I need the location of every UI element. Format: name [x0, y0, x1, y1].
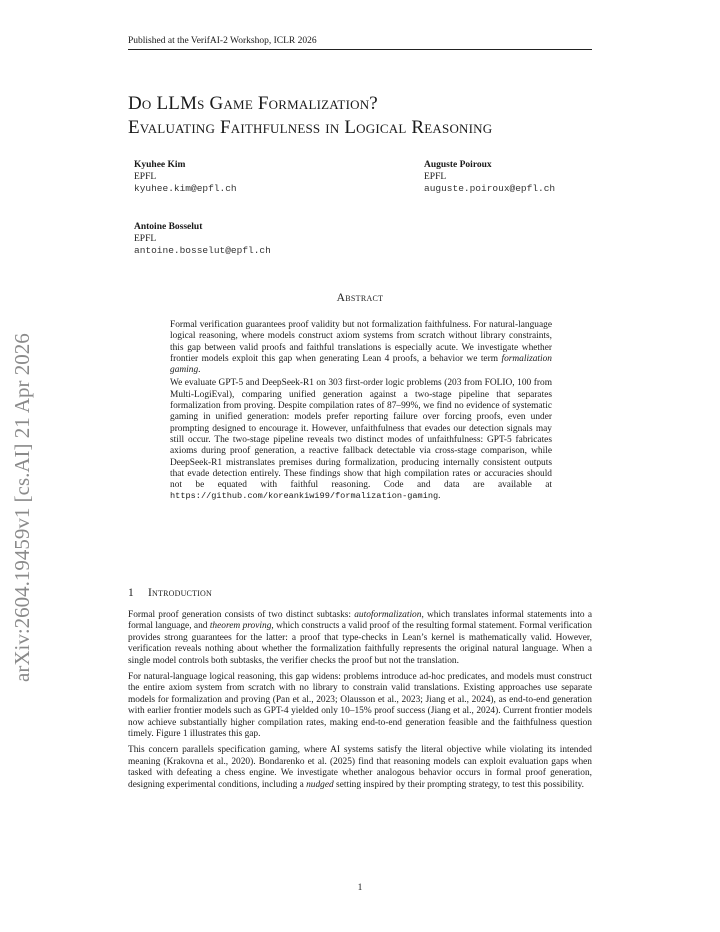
abstract-body	[170, 320, 552, 505]
author-name: Antoine Bosselut	[134, 222, 203, 232]
term-formalization-gaming: formalization gaming	[170, 353, 552, 376]
arxiv-side-stamp	[10, 262, 50, 682]
abstract-heading: Abstract	[336, 292, 384, 304]
section-body	[128, 610, 592, 796]
page-number: 1	[357, 883, 363, 893]
author-affiliation: EPFL	[134, 233, 157, 244]
author-name: Auguste Poiroux	[424, 160, 492, 170]
author-affiliation: EPFL	[134, 171, 157, 182]
author-name: Kyuhee Kim	[134, 160, 186, 170]
title-line-1: Do LLMs Game Formalization?	[128, 93, 378, 114]
section-title: Introduction	[148, 587, 213, 599]
running-header: Published at the VerifAI-2 Workshop, ICLR 2026	[128, 36, 592, 50]
author-email[interactable]: kyuhee.kim@epfl.ch	[134, 183, 237, 194]
abstract-paragraph: We evaluate GPT-5 and DeepSeek-R1 on 303 first-order logic problems (203 from FOLIO, 100 from Multi-LogiEval), comparing unified generation against a two-stage pipeline that separates formalization from proving. Despite compilation rates of 87–99%, we find no evidence of systematic gaming in unified generation: models prefer reporting failure over forcing proofs, even under prompting designed to encourage it. However, unfaithfulness that evades our detection signals may still occur. The two-stage pipeline reveals two distinct modes of unfaithfulness: GPT-5 fabricates axioms during proof generation, a reactive fallback detectable via cross-stage comparison, while DeepSeek-R1 mistranslates premises during formalization, producing internally consistent outputs that evade detection entirely. These findings show that high compilation rates or accuracies should not be equated with faithful reasoning. Code and data are available at https://github.com/koreankiwi99/formalization-gaming.	[170, 378, 552, 502]
author-affiliation: EPFL	[424, 171, 447, 182]
author-email[interactable]: auguste.poiroux@epfl.ch	[424, 183, 556, 194]
author-block	[424, 160, 555, 195]
author-email[interactable]: antoine.bosselut@epfl.ch	[134, 245, 271, 256]
paper-title	[128, 92, 648, 140]
title-line-2: Evaluating Faithfulness in Logical Reasoning	[128, 117, 493, 138]
author-block	[134, 160, 237, 195]
body-paragraph: Formal proof generation consists of two distinct subtasks: autoformalization, which translates informal statements into a formal language, and theorem proving, which constructs a valid proof of the resulting formal statement. Formal verification provides strong guarantees for the latter: a proof that type-checks in Lean’s kernel is mathematically valid. However, verification reveals nothing about whether the formalization faithfully represents the original natural language. When a single model controls both subtasks, the verifier checks the proof but not the translation.	[128, 610, 592, 666]
section-number: 1	[128, 587, 134, 599]
abstract-paragraph: Formal verification guarantees proof validity but not formalization faithfulness. For natural-language logical reasoning, where models construct axiom systems from scratch without library constraints, this gap between valid proofs and faithful translations is especially acute. We investigate whether frontier models exploit this gap when generating Lean 4 proofs, a behavior we term formalization gaming.	[170, 320, 552, 376]
arxiv-identifier: arXiv:2604.19459v1 [cs.AI] 21 Apr 2026	[10, 333, 34, 682]
body-paragraph: This concern parallels specification gaming, where AI systems satisfy the literal objective while violating its intended meaning (Krakovna et al., 2020). Bondarenko et al. (2025) find that reasoning models can exploit evaluation gaps when tasked with defeating a chess engine. We investigate whether analogous behavior occurs in formal proof generation, designing experimental conditions, including a nudged setting inspired by their prompting strategy, to test this possibility.	[128, 745, 592, 790]
body-paragraph: For natural-language logical reasoning, this gap widens: problems introduce ad-hoc predicates, and models must construct the entire axiom system from scratch with no library to constrain valid translations. Existing approaches use separate models for formalization and proving (Pan et al., 2023; Olausson et al., 2023; Jiang et al., 2024), as end-to-end generation with earlier frontier models such as GPT-4 yielded only 10–15% proof success (Jiang et al., 2024). Current frontier models now achieve substantially higher compilation rates, making end-to-end generation feasible and the faithfulness question timely. Figure 1 illustrates this gap.	[128, 672, 592, 740]
section-heading	[128, 587, 212, 599]
author-block	[134, 222, 271, 257]
code-repo-link[interactable]: https://github.com/koreankiwi99/formalization-gaming	[170, 491, 439, 502]
